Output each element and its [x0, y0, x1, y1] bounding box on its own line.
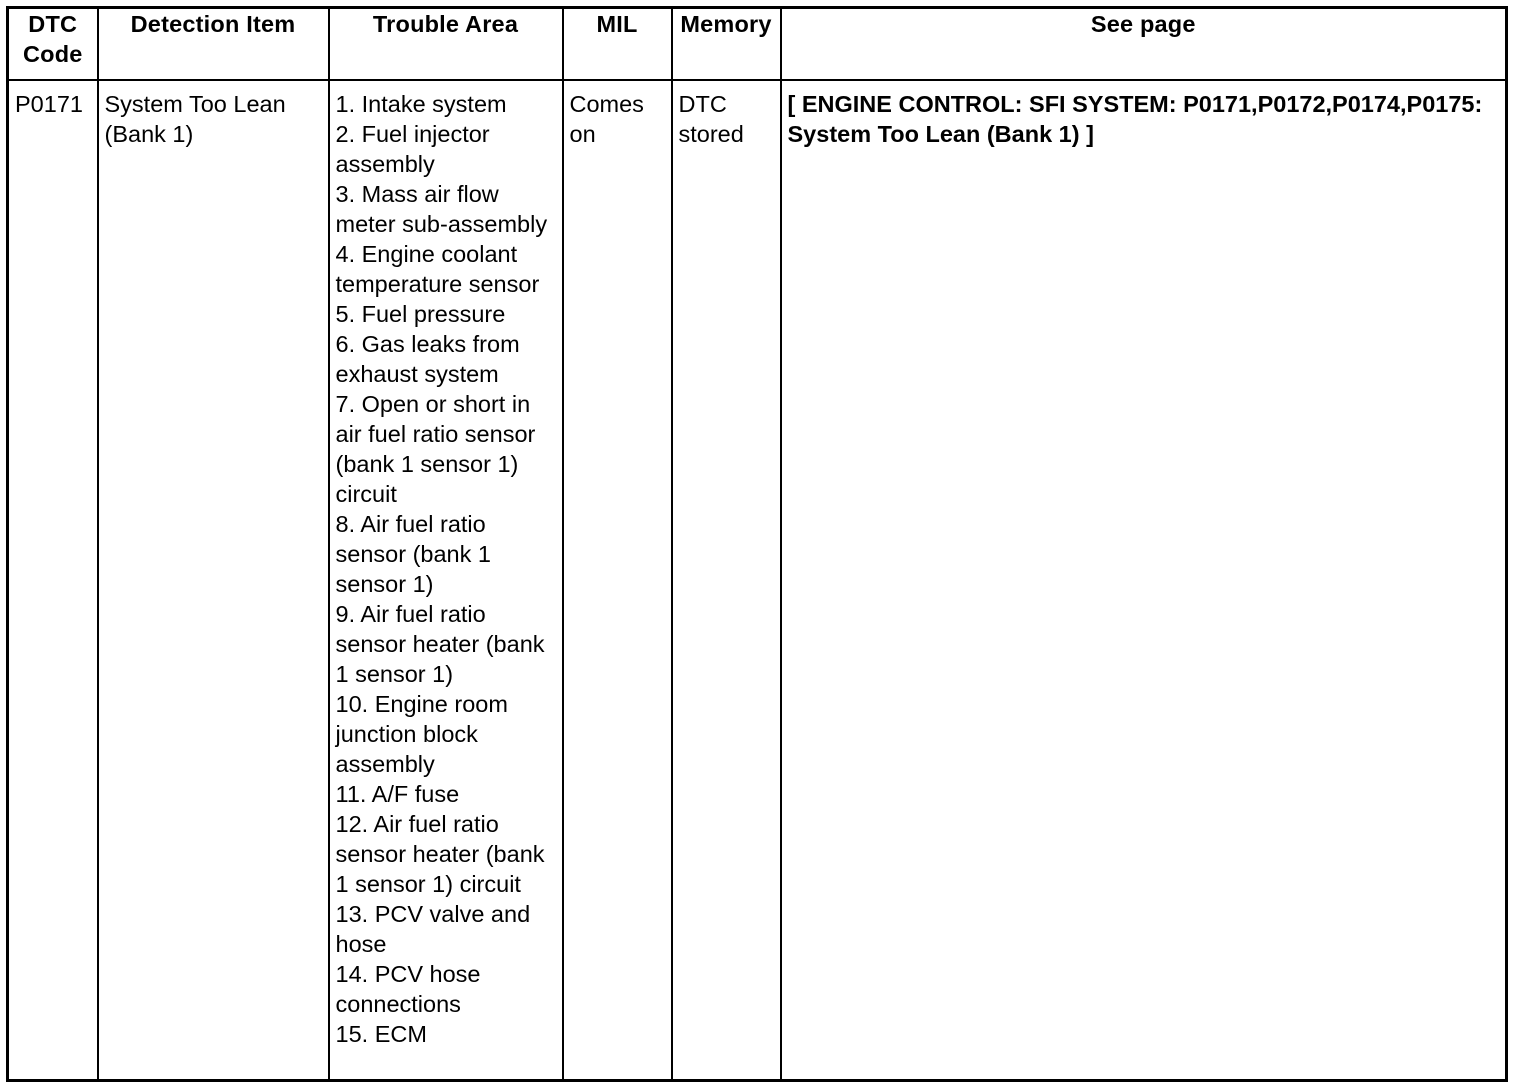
trouble-area-list: [336, 89, 556, 1049]
trouble-area-item: 5. Fuel pressure: [335, 301, 506, 327]
header-trouble-area: Trouble Area: [329, 8, 563, 81]
cell-memory: DTC stored: [672, 80, 781, 1081]
trouble-area-item: 2. Fuel injector assembly: [335, 121, 490, 177]
trouble-area-item: 8. Air fuel ratio sensor (bank 1 sensor 1): [335, 511, 491, 597]
cell-mil: Comes on: [563, 80, 672, 1081]
header-mil: MIL: [563, 8, 672, 81]
trouble-area-item: 4. Engine coolant temperature sensor: [335, 241, 540, 297]
trouble-area-item: 9. Air fuel ratio sensor heater (bank 1 sensor 1): [335, 601, 545, 687]
cell-detection-item: System Too Lean (Bank 1): [98, 80, 329, 1081]
dtc-table: [6, 6, 1508, 1082]
table-header-row: [8, 8, 1507, 81]
trouble-area-item: 6. Gas leaks from exhaust system: [335, 331, 520, 387]
see-page-link[interactable]: [ ENGINE CONTROL: SFI SYSTEM: P0171,P0172,P0174,P0175: System Too Lean (Bank 1) ]: [787, 91, 1483, 147]
header-see-page: See page: [781, 8, 1507, 81]
cell-trouble-area: [329, 80, 563, 1081]
trouble-area-item: 10. Engine room junction block assembly: [335, 691, 508, 777]
trouble-area-item: 13. PCV valve and hose: [335, 901, 531, 957]
trouble-area-item: 1. Intake system: [335, 91, 507, 117]
trouble-area-item: 14. PCV hose connections: [335, 961, 481, 1017]
header-detection-item: Detection Item: [98, 8, 329, 81]
trouble-area-item: 15. ECM: [335, 1021, 427, 1047]
trouble-area-item: 3. Mass air flow meter sub-assembly: [335, 181, 548, 237]
table-row: [8, 80, 1507, 1081]
cell-dtc-code: P0171: [8, 80, 98, 1081]
trouble-area-item: 11. A/F fuse: [335, 781, 460, 807]
header-dtc-code: DTC Code: [8, 8, 98, 81]
trouble-area-item: 7. Open or short in air fuel ratio sensor (bank 1 sensor 1) circuit: [335, 391, 536, 507]
cell-see-page: [781, 80, 1507, 1081]
header-memory: Memory: [672, 8, 781, 81]
trouble-area-item: 12. Air fuel ratio sensor heater (bank 1 sensor 1) circuit: [335, 811, 545, 897]
